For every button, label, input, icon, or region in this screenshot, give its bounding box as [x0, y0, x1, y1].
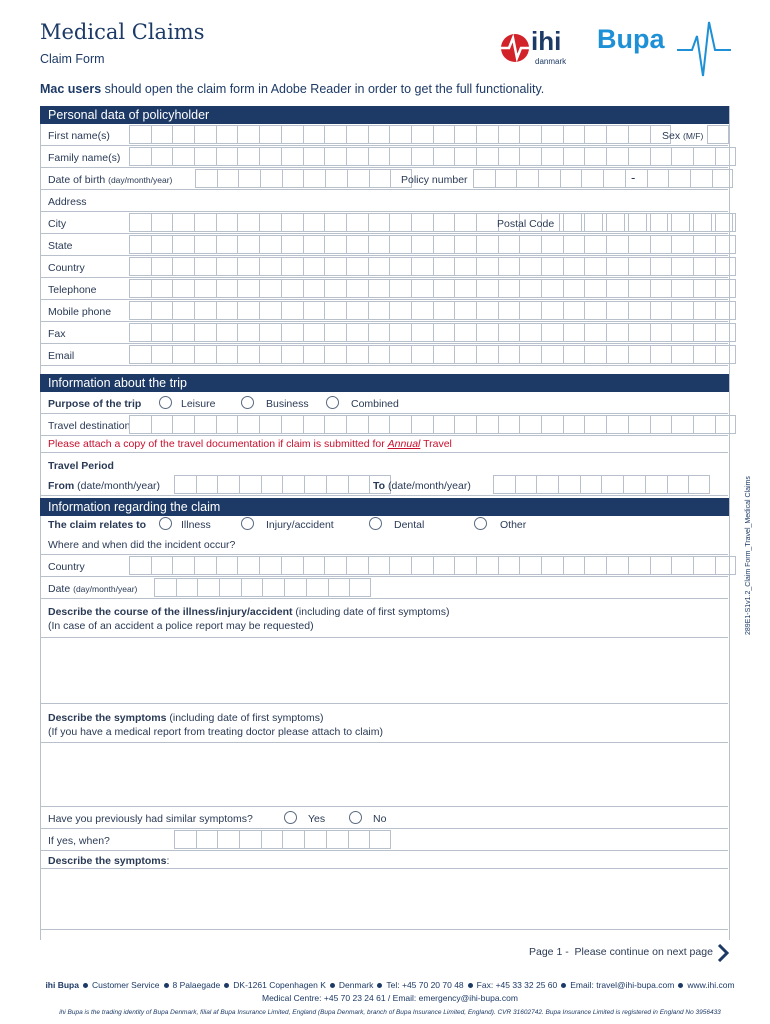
next-page-chevron-icon[interactable]: [717, 944, 729, 967]
row-first-name: [41, 124, 728, 146]
first-name-label: First name(s): [48, 130, 110, 142]
injury-radio[interactable]: [241, 517, 254, 530]
row-claim-relates: [41, 515, 728, 533]
to-label-bold: To: [373, 480, 386, 492]
policy-number-label: Policy number: [401, 174, 468, 186]
from-label-bold: From: [48, 480, 75, 492]
mobile-label: Mobile phone: [48, 306, 112, 318]
footer-country: Denmark: [338, 980, 374, 990]
similar-yes-label: Yes: [308, 813, 326, 825]
sex-label-text: Sex: [662, 130, 681, 142]
destination-field[interactable]: [129, 415, 736, 435]
destination-label: Travel destination: [48, 420, 131, 432]
sex-label-small: (M/F): [683, 131, 704, 141]
dental-label: Dental: [394, 519, 425, 531]
row-claim-date: [41, 577, 728, 599]
describe-symptoms-textarea[interactable]: [41, 868, 728, 930]
first-name-field[interactable]: [129, 125, 671, 145]
symptoms-prompt-rest: (including date of first symptoms): [166, 712, 324, 724]
ihi-logo-sub: danmark: [535, 57, 567, 66]
similar-label: Have you previously had similar symptoms?: [48, 813, 253, 825]
claim-country-label: Country: [48, 561, 85, 573]
injury-label: Injury/accident: [266, 519, 334, 531]
claim-country-field[interactable]: [129, 556, 736, 576]
to-label: [373, 480, 471, 492]
state-label: State: [48, 240, 73, 252]
notice-text: Please attach a copy of the travel documentation if claim is submitted for: [48, 438, 388, 450]
continue-text: Please continue on next page: [574, 946, 713, 958]
country-label: Country: [48, 262, 85, 274]
section-claim-header: Information regarding the claim: [40, 498, 729, 516]
from-label-small: (date/month/year): [74, 480, 161, 492]
illness-radio[interactable]: [159, 517, 172, 530]
course-prompt-note: (In case of an accident a police report may be requested): [48, 620, 314, 632]
row-where-when: [41, 533, 728, 555]
similar-no-label: No: [373, 813, 387, 825]
state-field[interactable]: [129, 235, 736, 255]
symptoms-prompt-note: (If you have a medical report from treating doctor please attach to claim): [48, 726, 383, 738]
family-name-label: Family name(s): [48, 152, 121, 164]
row-purpose: [41, 392, 728, 414]
sex-field[interactable]: [707, 125, 729, 145]
course-prompt-bold: Describe the course of the illness/injury/accident: [48, 606, 293, 618]
row-family-name: [41, 146, 728, 168]
footer-medical: Medical Centre: +45 70 23 24 61 / Email: emergency@ihi-bupa.com: [262, 993, 518, 1003]
course-prompt-rest: (including date of first symptoms): [292, 606, 450, 618]
postal-code-label: Postal Code: [497, 218, 555, 230]
page-indicator: [529, 946, 713, 958]
row-destination: [41, 414, 728, 436]
row-mobile: [41, 300, 728, 322]
row-telephone: [41, 278, 728, 300]
footer-web[interactable]: www.ihi.com: [687, 980, 735, 990]
dob-field[interactable]: [195, 169, 412, 189]
course-textarea[interactable]: [41, 637, 728, 704]
footer-brand: ihi Bupa: [45, 980, 79, 990]
notice-annual: Annual: [387, 438, 421, 450]
email-label: Email: [48, 350, 75, 362]
other-radio[interactable]: [474, 517, 487, 530]
address-label: Address: [48, 196, 87, 208]
footer-contact: [20, 980, 760, 990]
email-field[interactable]: [129, 345, 736, 365]
from-date-field[interactable]: [174, 475, 391, 495]
policy-number-field[interactable]: [473, 169, 733, 189]
other-label: Other: [500, 519, 527, 531]
notice-divider: [41, 452, 728, 453]
symptoms-textarea[interactable]: [41, 742, 728, 807]
footer-tel: Tel: +45 70 20 70 48: [386, 980, 464, 990]
travel-doc-notice: [48, 438, 452, 450]
symptoms-prompt: [48, 711, 383, 739]
fax-field[interactable]: [129, 323, 736, 343]
city-label: City: [48, 218, 67, 230]
footer-legal: ihi Bupa is the trading identity of Bupa Denmark, filial af Bupa Insurance Limited, England (Bupa Denmark, branch of Bupa Insurance Limited, England). CVR 31602742. Bupa Insurance Limited is registered in England No 3956433: [59, 1009, 721, 1016]
mac-notice-bold: Mac users: [40, 82, 102, 96]
section-trip-header: Information about the trip: [40, 374, 729, 392]
claim-date-field[interactable]: [154, 578, 371, 598]
row-travel-period: [41, 474, 728, 496]
describe-symptoms-bold: Describe the symptoms: [48, 855, 167, 867]
combined-label: Combined: [351, 398, 399, 410]
mac-notice: [40, 82, 544, 96]
if-yes-date-field[interactable]: [174, 830, 391, 850]
footer-email[interactable]: Email: travel@ihi-bupa.com: [570, 980, 675, 990]
claim-relates-label: The claim relates to: [48, 519, 147, 531]
row-country: [41, 256, 728, 278]
dental-radio[interactable]: [369, 517, 382, 530]
claim-date-label: [48, 583, 137, 595]
page-number: Page 1 -: [529, 946, 569, 958]
page-title: Medical Claims: [40, 20, 205, 44]
travel-period-label: Travel Period: [48, 460, 114, 472]
symptoms-prompt-bold: Describe the symptoms: [48, 712, 167, 724]
to-label-small: (date/month/year): [385, 480, 471, 492]
claim-date-text: Date: [48, 583, 71, 595]
country-field[interactable]: [129, 257, 736, 277]
claim-date-small: (day/month/year): [73, 584, 138, 594]
footer-addr: 8 Palaegade: [172, 980, 221, 990]
row-if-yes: [41, 829, 728, 851]
mobile-field[interactable]: [129, 301, 736, 321]
ihi-logo-text: ihi: [531, 26, 562, 56]
if-yes-label: If yes, when?: [48, 835, 110, 847]
footer-city: DK-1261 Copenhagen K: [233, 980, 326, 990]
similar-yes-radio[interactable]: [284, 811, 297, 824]
row-similar: [41, 807, 728, 829]
from-label: [48, 480, 160, 492]
postal-code-field[interactable]: [559, 213, 733, 233]
footer-cs: Customer Service: [91, 980, 160, 990]
to-date-field[interactable]: [493, 475, 710, 495]
row-state: [41, 234, 728, 256]
course-prompt: [48, 605, 449, 633]
mac-notice-text: should open the claim form in Adobe Reader in order to get the full functionality.: [101, 82, 545, 96]
notice-travel: Travel: [420, 438, 452, 450]
family-name-field[interactable]: [129, 147, 736, 167]
leisure-label: Leisure: [181, 398, 216, 410]
where-when-label: Where and when did the incident occur?: [48, 539, 236, 551]
leisure-radio[interactable]: [159, 396, 172, 409]
similar-no-radio[interactable]: [349, 811, 362, 824]
row-claim-country: [41, 555, 728, 577]
combined-radio[interactable]: [326, 396, 339, 409]
row-fax: [41, 322, 728, 344]
ihi-logo: [495, 26, 580, 70]
bupa-logo: [597, 18, 732, 78]
row-address: [41, 190, 728, 212]
form-code: 289E1-S1v1.2_Claim Form_Travel_Medical Claims: [745, 476, 752, 635]
purpose-label: Purpose of the trip: [48, 398, 142, 410]
describe-symptoms-colon: :: [166, 855, 170, 867]
dob-label-text: Date of birth: [48, 174, 106, 186]
fax-label: Fax: [48, 328, 66, 340]
row-city: [41, 212, 728, 234]
telephone-field[interactable]: [129, 279, 736, 299]
illness-label: Illness: [181, 519, 211, 531]
dob-label: [48, 174, 172, 186]
bupa-logo-text: Bupa: [597, 24, 665, 54]
business-label: Business: [266, 398, 309, 410]
telephone-label: Telephone: [48, 284, 97, 296]
row-dob: [41, 168, 728, 190]
row-email: [41, 344, 728, 366]
describe-symptoms-label: [48, 855, 169, 867]
sex-label: [662, 130, 703, 142]
policy-dash: -: [631, 170, 636, 185]
page-subtitle: Claim Form: [40, 52, 105, 66]
section-personal-header: Personal data of policyholder: [40, 106, 729, 124]
business-radio[interactable]: [241, 396, 254, 409]
footer-fax: Fax: +45 33 32 25 60: [476, 980, 558, 990]
dob-label-small: (day/month/year): [108, 175, 173, 185]
